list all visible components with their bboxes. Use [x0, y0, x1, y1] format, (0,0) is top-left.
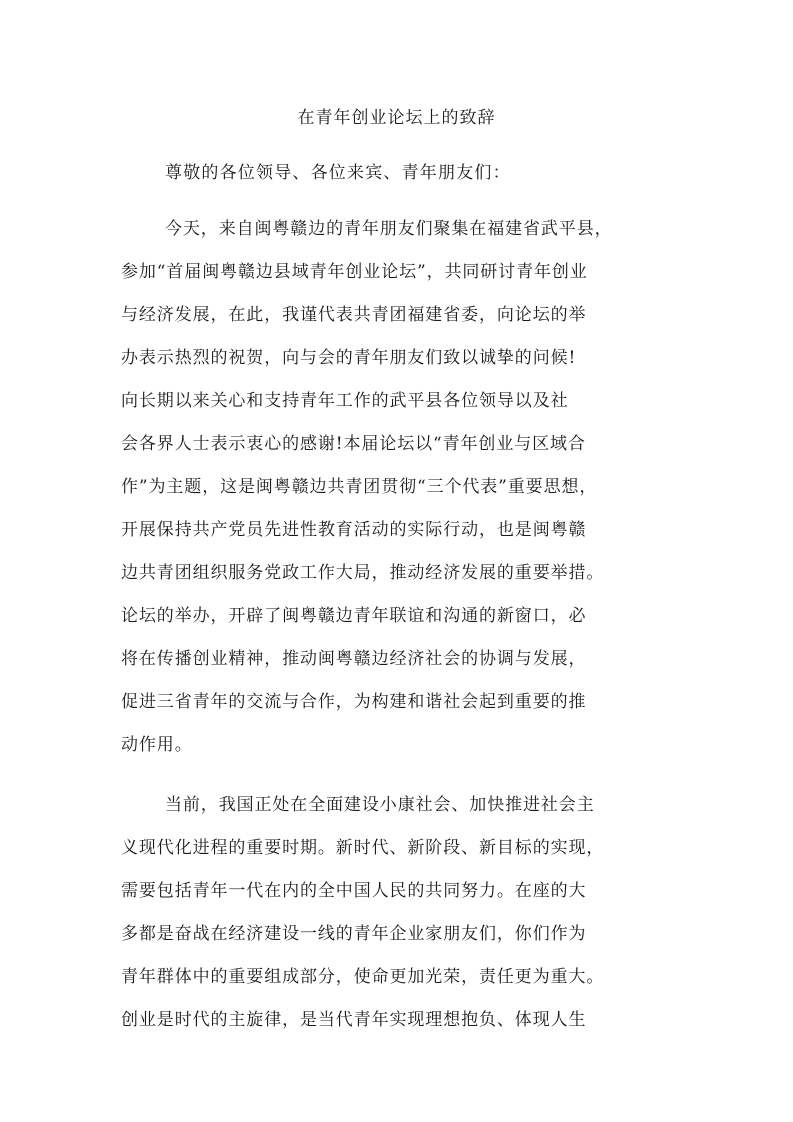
body-line: 多都是奋战在经济建设一线的青年企业家朋友们，你们作为	[121, 924, 587, 944]
body-line: 办表示热烈的祝贺，向与会的青年朋友们致以诚挚的问候!	[121, 348, 577, 368]
body-line: 向长期以来关心和支持青年工作的武平县各位领导以及社	[121, 391, 569, 411]
body-line: 创业是时代的主旋律，是当代青年实现理想抱负、体现人生	[121, 1010, 587, 1030]
body-line: 将在传播创业精神，推动闽粤赣边经济社会的协调与发展，	[121, 649, 587, 669]
document-title: 在青年创业论坛上的致辞	[297, 108, 496, 128]
body-line: 与经济发展，在此，我谨代表共青团福建省委，向论坛的举	[121, 305, 587, 325]
body-line: 参加“首届闽粤赣边县域青年创业论坛”，共同研讨青年创业	[121, 262, 588, 282]
body-line: 促进三省青年的交流与合作，为构建和谐社会起到重要的推	[121, 692, 587, 712]
body-line: 论坛的举办，开辟了闽粤赣边青年联谊和沟通的新窗口，必	[121, 606, 587, 626]
body-line: 动作用。	[121, 735, 193, 755]
body-line: 会各界人士表示衷心的感谢!本届论坛以“青年创业与区域合	[121, 434, 586, 454]
body-line: 当前，我国正处在全面建设小康社会、加快推进社会主	[165, 795, 595, 815]
body-line: 边共青团组织服务党政工作大局，推动经济发展的重要举措。	[121, 563, 605, 583]
body-line: 开展保持共产党员先进性教育活动的实际行动，也是闽粤赣	[121, 520, 587, 540]
body-line: 义现代化进程的重要时期。新时代、新阶段、新目标的实现，	[121, 838, 605, 858]
body-line: 青年群体中的重要组成部分，使命更加光荣，责任更为重大。	[121, 967, 605, 987]
body-line: 今天，来自闽粤赣边的青年朋友们聚集在福建省武平县，	[165, 219, 613, 239]
body-line: 需要包括青年一代在内的全中国人民的共同努力。在座的大	[121, 881, 587, 901]
greeting: 尊敬的各位领导、各位来宾、青年朋友们：	[165, 163, 511, 183]
body-line: 作”为主题，这是闽粤赣边共青团贯彻“三个代表”重要思想，	[121, 477, 598, 497]
